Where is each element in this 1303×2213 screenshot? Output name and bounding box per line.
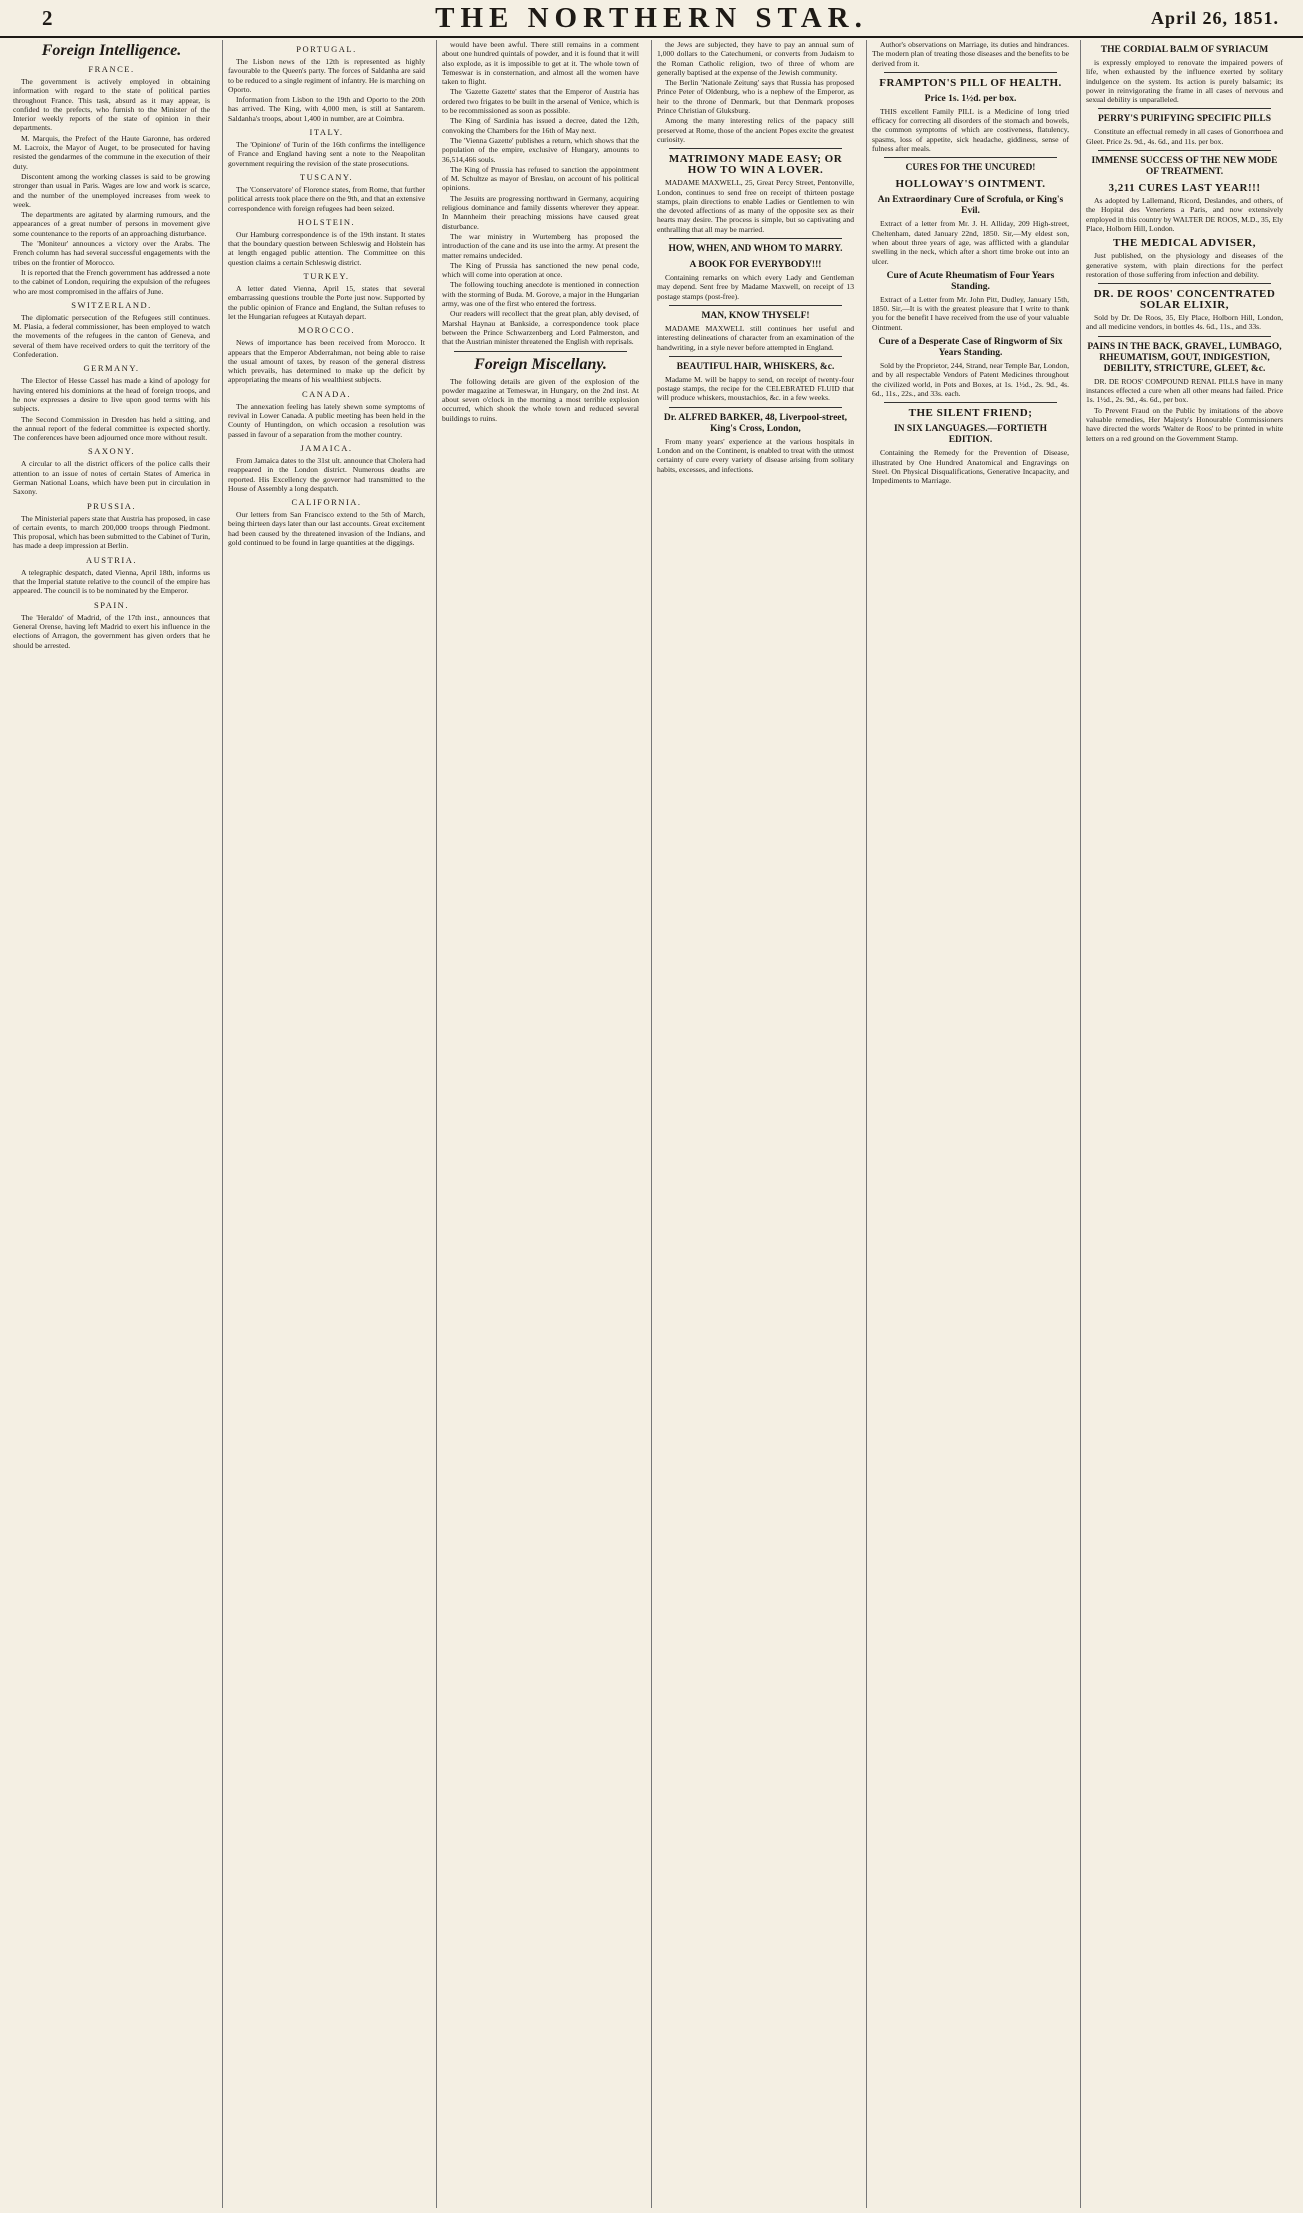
ad-paragraph: Extract of a Letter from Mr. John Pitt, Dudley, January 15th, 1850. Sir,—It is with the greatest pleasure that I write to thank you for the benefit I have received from the use of your valuable Ointment.: [872, 294, 1069, 332]
divider: [1098, 150, 1271, 151]
ad-paragraph: THIS excellent Family PILL is a Medicine of long tried efficacy for correcting all disorders of the stomach and bowels, the common symptoms of which are costiveness, flatulency, spasms, loss of appetite, sick headache, giddiness, sense of fulness after meals.: [872, 106, 1069, 154]
article-paragraph: The Jesuits are progressing northward in Germany, acquiring religious dominance and family dissents wherever they appear. In Mannheim their preaching missions have caused great disturbance.: [442, 193, 639, 231]
column-2: [222, 40, 430, 2208]
column-1: [8, 40, 215, 2208]
heading-canada: CANADA.: [302, 388, 351, 399]
ad-paragraph: As adopted by Lallemand, Ricord, Deslandes, and others, of the Hopital des Veneriens a Paris, and now extensively employed in this country by WALTER DE ROOS, M.D., 35, Ely Place, Holborn Hill, London.: [1086, 196, 1283, 233]
article-paragraph: The Elector of Hesse Cassel has made a kind of apology for having entered his dominions at the head of foreign troops, and he now expresses a desire to live upon good terms with his subjects.: [13, 376, 210, 414]
article-paragraph: The King of Prussia has refused to sanction the appointment of M. Schultze as mayor of Breslau, on account of his political opinions.: [442, 164, 639, 193]
divider: [454, 351, 627, 352]
heading-saxony: SAXONY.: [88, 446, 135, 457]
article-paragraph: A telegraphic despatch, dated Vienna, April 18th, informs us that the Imperial statute relative to the council of the empire has appeared. The council is to be nominated by the Emperor.: [13, 567, 210, 596]
ad-title-man-know-thyself: MAN, KNOW THYSELF!: [701, 310, 810, 321]
article-paragraph: Our readers will recollect that the great plan, ably devised, of Marshal Haynau at Bankside, a correspondence took place between the Prince Schwarzenberg and Lord Palmerston, and that the Austrian minister threatened the English with reprisals.: [442, 309, 639, 347]
heading-france: FRANCE.: [88, 64, 135, 74]
article-paragraph: Discontent among the working classes is said to be growing stronger than usual in Paris. Wages are low and work is scarce, and the number of the unemployed increases from week to week.: [13, 171, 210, 209]
ad-paragraph: Containing the Remedy for the Prevention of Disease, illustrated by One Hundred Anatomical and Engravings on Steel. On Physical Disqualifications, Generative Incapacity, and Impediments to Marriage.: [872, 448, 1069, 486]
article-paragraph: The 'Heraldo' of Madrid, of the 17th inst., announces that General Orense, having left Madrid to exert his influence in the elections of Arragon, the government has given orders that he should be arrested.: [13, 612, 210, 650]
article-paragraph: The Berlin 'Nationale Zeitung' says that Russia has proposed Prince Peter of Oldenburg, who is a nephew of the Emperor, as heir to the throne of Denmark, but that Denmark proposes Prince Christian of Gluksburg.: [657, 78, 854, 116]
ad-title-perry: PERRY'S PURIFYING SPECIFIC PILLS: [1097, 114, 1272, 125]
column-6: [1080, 40, 1288, 2208]
ad-subtitle-rheumatism: Cure of Acute Rheumatism of Four Years Standing.: [886, 270, 1055, 292]
article-paragraph: Our letters from San Francisco extend to the 5th of March, being thirteen days later than our last accounts. Great excitement had been caused by the threatened invasion of the Indians, and gold continued to be found in large quantities at the diggings.: [228, 510, 425, 547]
heading-italy: ITALY.: [309, 127, 344, 138]
heading-turkey: TURKEY.: [303, 271, 350, 282]
ad-title-silent-friend: THE SILENT FRIEND;: [908, 407, 1033, 420]
issue-date: April 26, 1851.: [1150, 8, 1279, 28]
article-paragraph: The following touching anecdote is mentioned in connection with the storming of Buda. M. Gorove, a major in the Hungarian army, was one of the first who entered the fortress.: [442, 280, 639, 309]
heading-germany: GERMANY.: [83, 363, 140, 374]
divider: [1098, 336, 1271, 337]
ad-paragraph: To Prevent Fraud on the Public by imitations of the above valuable remedies, Her Majesty's Honourable Commissioners have directed the words 'Walter de Roos' to be printed in white letters on a red ground on the Government Stamp.: [1086, 405, 1283, 443]
ad-paragraph: Constitute an effectual remedy in all cases of Gonorrhoea and Gleet. Price 2s. 9d., 4s. 6d., and 11s. per box.: [1086, 127, 1283, 146]
ad-title-frampton: FRAMPTON'S PILL OF HEALTH.: [879, 76, 1062, 89]
article-paragraph: The departments are agitated by alarming rumours, and the appearances of a great number of persons in movement give some countenance to the reports of an approaching disturbance.: [13, 210, 210, 238]
article-paragraph: The 'Opinione' of Turin of the 16th confirms the intelligence of France and England having sent a note to the Neapolitan government requiring the revision of the state prosecutions.: [228, 140, 425, 168]
article-paragraph: would have been awful. There still remains in a comment about one hundred quintals of powder, and it is found that it will also explode, as it is impossible to get at it. The whole town of Temeswar is in consternation, and almost all the women have taken to flight.: [442, 40, 639, 87]
ad-paragraph: Sold by Dr. De Roos, 35, Ely Place, Holborn Hill, London, and all medicine vendors, in bottles 4s. 6d., 11s., and 33s.: [1086, 313, 1283, 332]
heading-austria: AUSTRIA.: [86, 554, 137, 565]
divider: [669, 356, 842, 357]
divider: [1098, 108, 1271, 109]
ad-title-cures: CURES FOR THE UNCURED!: [905, 163, 1036, 174]
ad-paragraph: is expressly employed to renovate the impaired powers of life, when exhausted by the influence exerted by solitary indulgence on the system. Its action is purely balsamic; its power in reinvigorating the frame in all cases of nervous and sexual debility is unparalleled.: [1086, 58, 1283, 105]
ad-paragraph: Just published, on the physiology and diseases of the generative system, with plain directions for the perfect restoration of those suffering from infection and debility.: [1086, 251, 1283, 279]
heading-switzerland: SWITZERLAND.: [71, 299, 152, 310]
heading-portugal: PORTUGAL.: [296, 44, 357, 54]
column-5: [866, 40, 1074, 2208]
article-paragraph: The Second Commission in Dresden has held a sitting, and the annual report of the federal committee is expected shortly. The conferences have been adjourned once more without result.: [13, 414, 210, 443]
ad-subtitle-price: Price 1s. 1½d. per box.: [924, 93, 1017, 104]
article-paragraph: The annexation feeling has lately shewn some symptoms of revival in Lower Canada. A public meeting has been held in the County of Huntingdon, on which occasion a resolution was passed in favour of a separation from the mother country.: [228, 401, 425, 439]
divider: [884, 72, 1057, 73]
ad-paragraph: MADAME MAXWELL still continues her useful and interesting delineations of character from an examination of the handwriting, in a style never before attempted in England.: [657, 323, 854, 352]
article-paragraph: The Ministerial papers state that Austria has proposed, in case of certain events, to march 200,000 troops through Piedmont. This proposal, which has been submitted to the Cabinet of Turin, has made a deep impression at Berlin.: [13, 513, 210, 551]
ad-title-matrimony: MATRIMONY MADE EASY; OR HOW TO WIN A LOVER.: [668, 153, 843, 177]
heading-morocco: MOROCCO.: [297, 325, 356, 336]
ad-paragraph: MADAME MAXWELL, 25, Great Percy Street, Pentonville, London, continues to send free on receipt of thirteen postage stamps, plain directions to enable Ladies or Gentlemen to win the devoted affections of as many of the opposite sex as their hearts may desire. The process is simple, but so captivating and enthralling that all may be married.: [657, 178, 854, 234]
article-paragraph: M. Marquis, the Prefect of the Haute Garonne, has ordered M. Lacroix, the Mayor of Auget, to be prosecuted for having resisted the gendarmes of the commune in the execution of their duty.: [13, 133, 210, 171]
ad-title-renal-pills: PAINS IN THE BACK, GRAVEL, LUMBAGO, RHEUMATISM, GOUT, INDIGESTION, DEBILITY, STRICTURE, GLEET, &c.: [1087, 341, 1282, 374]
article-paragraph: It is reported that the French government has addressed a note to the cabinet of London, requiring the expulsion of the refugees who are most compromised in the affairs of June.: [13, 267, 210, 296]
divider: [1098, 283, 1271, 284]
ad-paragraph: Madame M. will be happy to send, on receipt of twenty-four postage stamps, the recipe for the CELEBRATED FLUID that will produce whiskers, moustachios, &c. in a few weeks.: [657, 374, 854, 403]
heading-tuscany: TUSCANY.: [299, 171, 354, 182]
divider: [884, 402, 1057, 403]
ad-subtitle-scrofula: An Extraordinary Cure of Scrofula, or King's Evil.: [877, 195, 1064, 217]
ad-subtitle-ringworm: Cure of a Desperate Case of Ringworm of Six Years Standing.: [878, 337, 1063, 359]
divider: [669, 305, 842, 306]
article-paragraph: The 'Gazette Gazette' states that the Emperor of Austria has ordered two frigates to be built in the arsenal of Venice, which is to be recommissioned as soon as possible.: [442, 87, 639, 116]
article-paragraph: The government is actively employed in obtaining information with regard to the state of political parties throughout France. This task, absurd as it may appear, is confided to the prefects, who furnish to the Minister of the Interior weekly reports of the state of opinion in their departments.: [13, 77, 210, 133]
divider: [884, 157, 1057, 158]
divider: [669, 407, 842, 408]
article-paragraph: A circular to all the district officers of the police calls their attention to an issue of notes of certain States of America in German National Loans, which have been put in circulation in Saxony.: [13, 459, 210, 497]
ad-title-holloway: HOLLOWAY'S OINTMENT.: [895, 178, 1046, 191]
heading-holstein: HOLSTEIN.: [297, 216, 356, 227]
article-paragraph: From Jamaica dates to the 31st ult. announce that Cholera had reappeared in the London district. Numerous deaths are reported. His Excellency the governor had transmitted to the House of Assembly a long despatch.: [228, 455, 425, 493]
article-paragraph: The 'Moniteur' announces a victory over the Arabs. The French column has had several successful engagements with the tribes on the frontier of Morocco.: [13, 239, 210, 267]
ad-paragraph: Author's observations on Marriage, its duties and hindrances. The modern plan of treating those diseases and the benefits to be derived from it.: [872, 40, 1069, 68]
ad-title-immense-success: IMMENSE SUCCESS OF THE NEW MODE OF TREATMENT.: [1091, 156, 1278, 178]
heading-spain: SPAIN.: [94, 599, 129, 610]
ad-subtitle-cures: 3,211 CURES LAST YEAR!!!: [1108, 182, 1261, 195]
section-title-foreign-intelligence: Foreign Intelligence.: [41, 42, 182, 59]
article-paragraph: The Lisbon news of the 12th is represented as highly favourable to the Queen's party. The forces of Saldanha are said to be reduced to a single regiment of infantry. He is marching on Oporto.: [228, 57, 425, 94]
columns: [8, 40, 1296, 2208]
article-paragraph: News of importance has been received from Morocco. It appears that the Emperor Abderrahman, not being able to raise the usual amount of taxes, by reason of the general distress which prevails, has determined to make up the deficit by appropriating the means of his wealthiest subjects.: [228, 338, 425, 385]
article-paragraph: The following details are given of the explosion of the powder magazine at Temeswar, in Hungary, on the 2nd inst. At about seven o'clock in the morning a most terrible explosion occurred, which shook the whole town and reduced several buildings to ruins.: [442, 376, 639, 423]
article-paragraph: Our Hamburg correspondence is of the 19th instant. It states that the boundary question between Schleswig and Holstein has at length engaged public attention. The Committee on this question claims a certain Schleswig district.: [228, 229, 425, 267]
article-paragraph: The 'Vienna Gazette' publishes a return, which shows that the population of the empire, exclusive of Hungary, amounts to 36,514,466 souls.: [442, 135, 639, 164]
ad-paragraph: DR. DE ROOS' COMPOUND RENAL PILLS have in many instances effected a cure when all other means had failed. Price 1s. 1½d., 2s. 9d., 4s. 6d., per box.: [1086, 376, 1283, 405]
article-paragraph: A letter dated Vienna, April 15, states that several embarrassing questions trouble the Porte just now. Supported by the public opinion of France and England, the Sultan refuses to let the Hungarian refugees at Kutayah depart.: [228, 284, 425, 321]
article-paragraph: The King of Sardinia has issued a decree, dated the 12th, convoking the Chambers for the 16th of May next.: [442, 116, 639, 135]
divider: [669, 238, 842, 239]
article-paragraph: Among the many interesting relics of the papacy still preserved at Rome, those of the ancient Popes excite the greatest curiosity.: [657, 116, 854, 144]
newspaper-title: THE NORTHERN STAR.: [435, 2, 868, 34]
article-paragraph: The King of Prussia has sanctioned the new penal code, which will come into operation at once.: [442, 260, 639, 280]
ad-subtitle-book: A BOOK FOR EVERYBODY!!!: [689, 260, 822, 271]
article-paragraph: the Jews are subjected, they have to pay an annual sum of 1,000 dollars to the Catechumeni, or converts from Judaism to the Roman Catholic religion, two of three of whom are generally baptised at the expense of the Jewish community.: [657, 40, 854, 77]
ad-title-beautiful-hair: BEAUTIFUL HAIR, WHISKERS, &c.: [676, 361, 835, 372]
heading-jamaica: JAMAICA.: [300, 442, 353, 453]
article-paragraph: The war ministry in Wurtemberg has proposed the introduction of the cane and its use into the army. At present the matter remains undecided.: [442, 231, 639, 260]
ad-title-how-when-whom: HOW, WHEN, AND WHOM TO MARRY.: [668, 244, 843, 255]
ad-title-dr-barker: Dr. ALFRED BARKER, 48, Liverpool-street, King's Cross, London,: [663, 412, 848, 434]
ad-paragraph: From many years' experience at the various hospitals in London and on the Continent, is enabled to treat with the utmost certainty of cure every variety of disease arising from solitary habits, excesses, and infections.: [657, 436, 854, 474]
heading-prussia: PRUSSIA.: [86, 500, 137, 511]
ad-subtitle-edition: IN SIX LANGUAGES.—FORTIETH EDITION.: [893, 424, 1048, 446]
article-paragraph: The 'Conservatore' of Florence states, from Rome, that further political arrests took place there on the 9th, and that an extensive correspondence with foreign refugees had been seized.: [228, 184, 425, 213]
column-4: [651, 40, 859, 2208]
ad-title-medical-adviser: THE MEDICAL ADVISER,: [1113, 237, 1256, 250]
column-3: [436, 40, 644, 2208]
article-paragraph: The diplomatic persecution of the Refugees still continues. M. Plasia, a federal commissioner, has been employed to watch the movements of the refugees in the canton of Geneva, and several of them have received orders to quit the territory of the Confederation.: [13, 312, 210, 360]
ad-title-solar-elixir: DR. DE ROOS' CONCENTRATED SOLAR ELIXIR,: [1093, 288, 1276, 312]
heading-california: CALIFORNIA.: [291, 497, 362, 508]
section-title-foreign-miscellany: Foreign Miscellany.: [474, 355, 607, 373]
ad-paragraph: Containing remarks on which every Lady and Gentleman may depend. Sent free by Madame Maxwell, on receipt of 13 postage stamps (post-free).: [657, 273, 854, 301]
divider: [669, 148, 842, 149]
article-paragraph: Information from Lisbon to the 19th and Oporto to the 20th has arrived. The King, with 4,000 men, is still at Santarem. Saldanha's troops, about 1,400 in number, are at Coimbra.: [228, 95, 425, 123]
ad-paragraph: Sold by the Proprietor, 244, Strand, near Temple Bar, London, and by all respectable Vendors of Patent Medicines throughout the civilized world, in Pots and Boxes, at 1s. 1½d., 2s. 9d., 4s. 6d., 11s., 22s., and 33s. each.: [872, 361, 1069, 398]
masthead: [0, 0, 1303, 38]
ad-paragraph: Extract of a letter from Mr. J. H. Alliday, 209 High-street, Cheltenham, dated January 22nd, 1850. Sir,—My eldest son, when about three years of age, was afflicted with a glandular swelling in the neck, which after a short time broke out into an ulcer.: [872, 219, 1069, 266]
page-number: 2: [42, 6, 53, 30]
ad-title-cordial-balm: THE CORDIAL BALM OF SYRIACUM: [1100, 45, 1269, 55]
